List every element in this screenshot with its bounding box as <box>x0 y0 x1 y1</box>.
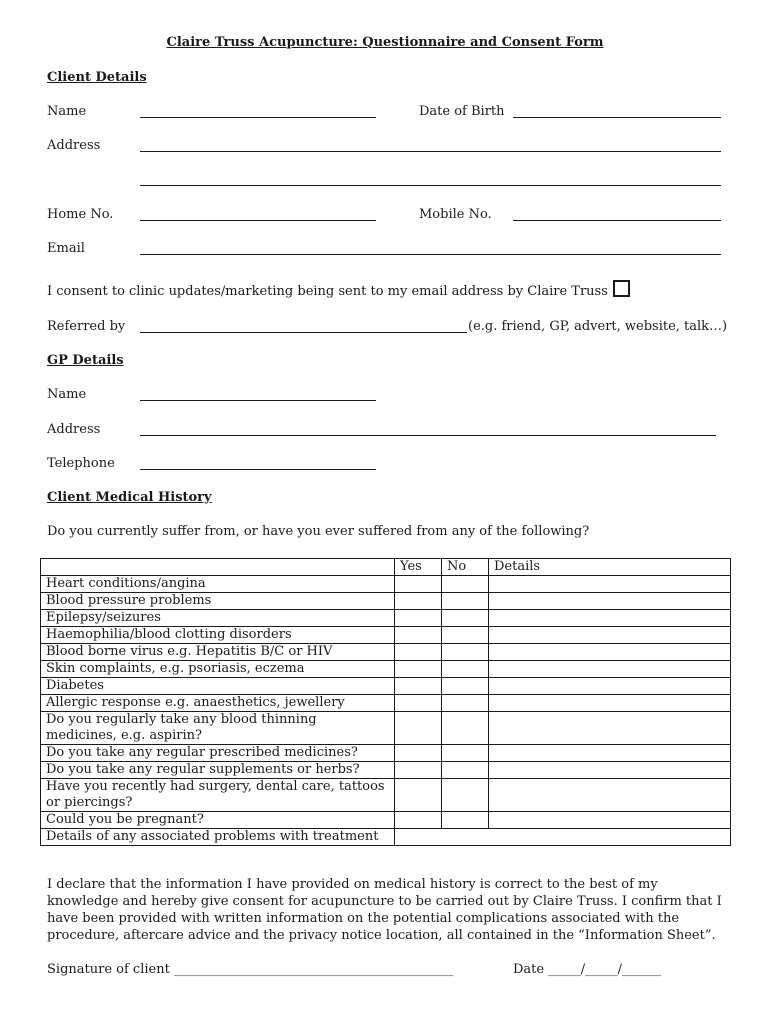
yes-cell[interactable] <box>395 712 442 745</box>
gp-telephone-label: Telephone <box>47 456 115 471</box>
medical-history-table <box>40 558 731 846</box>
gp-address-field[interactable] <box>140 435 716 436</box>
table-row <box>41 712 731 745</box>
table-row <box>41 576 731 593</box>
email-field[interactable] <box>140 254 721 255</box>
no-cell[interactable] <box>442 695 489 712</box>
no-cell[interactable] <box>442 627 489 644</box>
client-address-label: Address <box>47 138 101 153</box>
no-cell[interactable] <box>442 610 489 627</box>
condition-label: Do you take any regular supplements or herbs? <box>41 762 395 779</box>
details-cell[interactable] <box>489 712 731 745</box>
no-cell[interactable] <box>442 593 489 610</box>
yes-cell[interactable] <box>395 762 442 779</box>
no-cell[interactable] <box>442 576 489 593</box>
details-cell[interactable] <box>489 779 731 812</box>
table-row <box>41 779 731 812</box>
gp-details-heading: GP Details <box>47 353 124 368</box>
table-row <box>41 627 731 644</box>
signature-label: Signature of client ___________________________________________ <box>47 962 454 977</box>
condition-label: Allergic response e.g. anaesthetics, jewellery <box>41 695 395 712</box>
details-cell[interactable] <box>489 695 731 712</box>
table-row <box>41 610 731 627</box>
date-label: Date _____/_____/______ <box>513 962 661 977</box>
yes-cell[interactable] <box>395 576 442 593</box>
yes-cell[interactable] <box>395 644 442 661</box>
table-row <box>41 644 731 661</box>
yes-cell[interactable] <box>395 812 442 829</box>
condition-label: Diabetes <box>41 678 395 695</box>
condition-label: Epilepsy/seizures <box>41 610 395 627</box>
condition-label: Haemophilia/blood clotting disorders <box>41 627 395 644</box>
yes-cell[interactable] <box>395 627 442 644</box>
client-address-field-2[interactable] <box>140 185 721 186</box>
medical-history-question: Do you currently suffer from, or have you ever suffered from any of the following? <box>47 524 590 539</box>
gp-name-label: Name <box>47 387 87 402</box>
yes-cell[interactable] <box>395 745 442 762</box>
table-row <box>41 745 731 762</box>
condition-label: Have you recently had surgery, dental care, tattoos or piercings? <box>41 779 395 812</box>
mobile-no-label: Mobile No. <box>419 207 492 222</box>
home-no-label: Home No. <box>47 207 114 222</box>
condition-label: Heart conditions/angina <box>41 576 395 593</box>
yes-cell[interactable] <box>395 610 442 627</box>
condition-label: Blood pressure problems <box>41 593 395 610</box>
client-name-label: Name <box>47 104 87 119</box>
gp-name-field[interactable] <box>140 400 376 401</box>
condition-label: Skin complaints, e.g. psoriasis, eczema <box>41 661 395 678</box>
no-cell[interactable] <box>442 678 489 695</box>
details-cell[interactable] <box>489 610 731 627</box>
referred-hint: (e.g. friend, GP, advert, website, talk…) <box>468 319 728 334</box>
no-cell[interactable] <box>442 644 489 661</box>
declaration-text: I declare that the information I have provided on medical history is correct to the best of my knowledge and hereby give consent for acupuncture to be carried out by Claire Truss. I confirm that I have been provided with written information on the potential complications associated with the procedure, aftercare advice and the privacy notice location, all contained in the “Information Sheet”. <box>47 877 722 943</box>
email-label: Email <box>47 241 85 256</box>
details-cell[interactable] <box>489 661 731 678</box>
table-row <box>41 812 731 829</box>
header-yes: Yes <box>395 559 442 576</box>
header-condition <box>41 559 395 576</box>
table-row <box>41 695 731 712</box>
table-header-row <box>41 559 731 576</box>
no-cell[interactable] <box>442 661 489 678</box>
gp-telephone-field[interactable] <box>140 469 376 470</box>
table-row <box>41 661 731 678</box>
yes-cell[interactable] <box>395 593 442 610</box>
medical-history-heading: Client Medical History <box>47 490 212 505</box>
yes-cell[interactable] <box>395 779 442 812</box>
condition-label: Blood borne virus e.g. Hepatitis B/C or HIV <box>41 644 395 661</box>
consent-checkbox[interactable] <box>613 280 630 297</box>
no-cell[interactable] <box>442 812 489 829</box>
no-cell[interactable] <box>442 745 489 762</box>
condition-label: Do you take any regular prescribed medicines? <box>41 745 395 762</box>
referred-field[interactable] <box>140 332 467 333</box>
details-cell[interactable] <box>489 678 731 695</box>
header-no: No <box>442 559 489 576</box>
mobile-no-field[interactable] <box>513 220 721 221</box>
client-name-field[interactable] <box>140 117 376 118</box>
table-row <box>41 762 731 779</box>
associated-problems-label: Details of any associated problems with treatment <box>41 829 395 846</box>
details-cell[interactable] <box>489 745 731 762</box>
form-title: Claire Truss Acupuncture: Questionnaire and Consent Form <box>166 35 604 50</box>
dob-field[interactable] <box>513 117 721 118</box>
details-cell[interactable] <box>489 593 731 610</box>
consent-text: I consent to clinic updates/marketing being sent to my email address by Claire Truss <box>47 284 608 299</box>
referred-label: Referred by <box>47 319 126 334</box>
table-row <box>41 829 731 846</box>
header-details: Details <box>489 559 731 576</box>
details-cell[interactable] <box>489 812 731 829</box>
dob-label: Date of Birth <box>419 104 505 119</box>
no-cell[interactable] <box>442 779 489 812</box>
associated-problems-field[interactable] <box>395 829 731 846</box>
yes-cell[interactable] <box>395 661 442 678</box>
no-cell[interactable] <box>442 712 489 745</box>
condition-label: Could you be pregnant? <box>41 812 395 829</box>
gp-address-label: Address <box>47 422 101 437</box>
yes-cell[interactable] <box>395 678 442 695</box>
table-row <box>41 593 731 610</box>
home-no-field[interactable] <box>140 220 376 221</box>
condition-label: Do you regularly take any blood thinning medicines, e.g. aspirin? <box>41 712 395 745</box>
details-cell[interactable] <box>489 644 731 661</box>
details-cell[interactable] <box>489 762 731 779</box>
yes-cell[interactable] <box>395 695 442 712</box>
details-cell[interactable] <box>489 576 731 593</box>
client-address-field-1[interactable] <box>140 151 721 152</box>
no-cell[interactable] <box>442 762 489 779</box>
client-details-heading: Client Details <box>47 70 147 85</box>
table-row <box>41 678 731 695</box>
details-cell[interactable] <box>489 627 731 644</box>
